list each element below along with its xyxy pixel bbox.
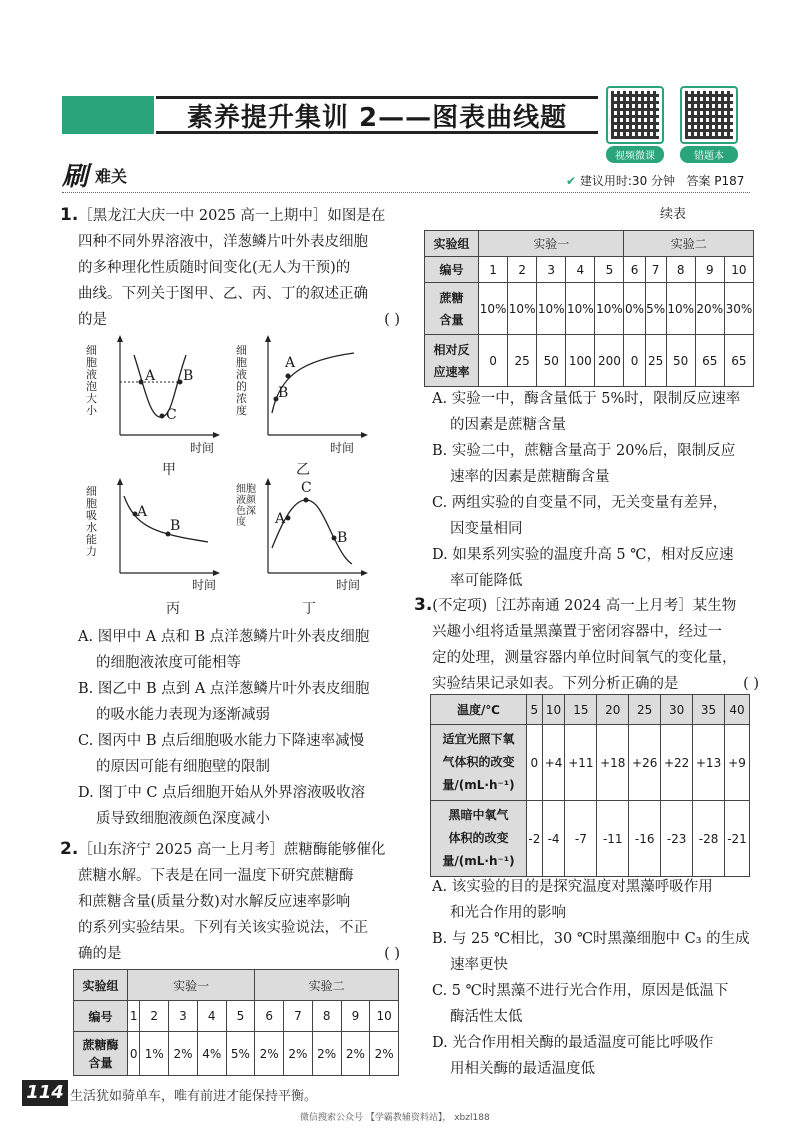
- cell: 25: [645, 335, 666, 387]
- row-label-line: 相对反: [433, 342, 470, 357]
- cell: +9: [725, 725, 750, 801]
- answer-page: 答案 P187: [686, 174, 745, 188]
- option-line: 率可能降低: [450, 573, 523, 589]
- cell: 10%: [666, 283, 695, 335]
- cell: 25: [508, 335, 537, 387]
- graph-caption: 乙: [296, 462, 310, 478]
- cell: 50: [537, 335, 566, 387]
- option-line: A. 图甲中 A 点和 B 点洋葱鳞片叶外表皮细胞: [78, 629, 370, 645]
- x-axis-label: 时间: [192, 578, 217, 592]
- point-a-label: A: [275, 511, 286, 527]
- section-level: 难关: [95, 167, 128, 186]
- header-cell: 实验组: [74, 970, 128, 1001]
- question-number: 1.: [60, 205, 79, 225]
- row-label: [431, 801, 527, 877]
- cell: 10%: [537, 283, 566, 335]
- q1-line-5: 的是: [78, 312, 107, 328]
- header-cell: 35: [693, 695, 725, 725]
- q3-table: [430, 694, 750, 877]
- row-label: 编号: [74, 1001, 128, 1032]
- q3-line-2: 兴趣小组将适量黑藻置于密闭容器中，经过一: [432, 624, 722, 640]
- qr-video-label: 视频微课: [606, 146, 664, 163]
- header-cell: 实验组: [425, 231, 479, 257]
- cell: 2%: [370, 1032, 399, 1076]
- cell: 30%: [724, 283, 753, 335]
- header-cell: 实验一: [128, 970, 255, 1001]
- q2-options: [432, 386, 762, 594]
- q1-line-4: 曲线。下列关于图甲、乙、丙、丁的叙述正确: [78, 286, 368, 302]
- question-1: [60, 202, 400, 333]
- cell: 6: [255, 1001, 284, 1032]
- graph-jia: [86, 335, 220, 478]
- cell: 2: [140, 1001, 169, 1032]
- cell: 3: [537, 257, 566, 283]
- header-cell: 15: [565, 695, 597, 725]
- q1-options: [78, 624, 408, 832]
- y-axis-label: 细胞液泡大小: [86, 344, 97, 417]
- q3-line-1: (不定项)［江苏南通 2024 高一上月考］某生物: [432, 598, 737, 614]
- footer-watermark: 微信搜索公众号 【学霸教辅资料站】， xbzl188: [300, 1113, 490, 1123]
- answer-blank: ( ): [384, 946, 400, 962]
- cell: 2%: [169, 1032, 198, 1076]
- table-row: [431, 801, 750, 877]
- graph-yi: [236, 335, 368, 478]
- qr-wrongbook[interactable]: [680, 86, 738, 163]
- option-c[interactable]: [432, 978, 762, 1030]
- graph-caption: 甲: [162, 462, 176, 478]
- table-continued-title: 续表: [660, 207, 687, 222]
- option-line: 质导致细胞液颜色深度减小: [96, 811, 270, 827]
- point-b-label: B: [337, 530, 348, 546]
- row-label-line: 气体积的改变: [442, 755, 515, 769]
- option-line: B. 实验二中，蔗糖含量高于 20%后，限制反应: [432, 443, 736, 459]
- table-row: [425, 231, 754, 257]
- q3-line-4: 实验结果记录如表。下列分析正确的是: [432, 676, 679, 692]
- option-line: 速率更快: [450, 957, 508, 973]
- cell: 50: [666, 335, 695, 387]
- cell: -7: [565, 801, 597, 877]
- cell: 10%: [595, 283, 624, 335]
- cell: +13: [693, 725, 725, 801]
- cell: 7: [284, 1001, 313, 1032]
- q1-line-1: ［黑龙江大庆一中 2025 高一上期中］如图是在: [78, 208, 386, 224]
- option-c[interactable]: [78, 728, 408, 780]
- title-accent-band: [62, 96, 154, 134]
- row-label-line: 含量: [88, 1055, 113, 1070]
- option-line: 的细胞液浓度可能相等: [96, 655, 241, 671]
- cell: 7: [645, 257, 666, 283]
- cell: 10: [370, 1001, 399, 1032]
- graph-caption: 丁: [302, 601, 316, 617]
- row-label: [425, 335, 479, 387]
- option-line: A. 实验一中，酶含量低于 5%时，限制反应速率: [432, 391, 741, 407]
- point-c-label: C: [301, 480, 312, 496]
- cell: -23: [661, 801, 693, 877]
- header-cell: 20: [597, 695, 629, 725]
- point-a-label: A: [137, 504, 148, 520]
- option-a[interactable]: [432, 874, 762, 926]
- page-title: 素养提升集训 2——图表曲线题: [156, 96, 598, 134]
- option-line: 酶活性太低: [450, 1009, 523, 1025]
- graph-bing: [86, 478, 220, 617]
- table-row: [74, 970, 399, 1001]
- q2-table: [73, 969, 399, 1076]
- cell: 0: [128, 1032, 140, 1076]
- row-label-line: 体积的改变: [448, 831, 509, 845]
- cell: 2%: [312, 1032, 341, 1076]
- cell: -11: [597, 801, 629, 877]
- qr-code-icon: [606, 86, 664, 144]
- question-number: 2.: [60, 839, 79, 859]
- cell: 5%: [226, 1032, 255, 1076]
- header-cell: 10: [542, 695, 565, 725]
- header-cell: 实验一: [479, 231, 624, 257]
- cell: +26: [629, 725, 661, 801]
- option-line: D. 光合作用相关酶的最适温度可能比呼吸作: [432, 1035, 714, 1051]
- x-axis-label: 时间: [190, 441, 215, 455]
- option-line: 的因素是蔗糖含量: [450, 417, 566, 433]
- question-2: [60, 836, 400, 967]
- table-row: [74, 1032, 399, 1076]
- option-line: 用相关酶的最适温度低: [450, 1061, 595, 1077]
- header-cell: 实验二: [624, 231, 754, 257]
- cell: 5%: [645, 283, 666, 335]
- cell: +22: [661, 725, 693, 801]
- q1-line-2: 四种不同外界溶液中，洋葱鳞片叶外表皮细胞: [78, 234, 368, 250]
- cell: 20%: [695, 283, 724, 335]
- option-line: 速率的因素是蔗糖酶含量: [450, 469, 610, 485]
- cell: 100: [566, 335, 595, 387]
- option-d[interactable]: [432, 1030, 762, 1082]
- option-line: C. 两组实验的自变量不同，无关变量有差异，: [432, 495, 728, 511]
- q2-line-5: 确的是: [78, 946, 122, 962]
- option-a[interactable]: [78, 624, 408, 676]
- option-line: 的吸水能力表现为逐渐减弱: [96, 707, 270, 723]
- cell: 2%: [284, 1032, 313, 1076]
- cell: 65: [724, 335, 753, 387]
- row-label-line: 量/(mL·h⁻¹): [442, 778, 515, 792]
- cell: 1%: [140, 1032, 169, 1076]
- graph-ding: [236, 478, 368, 617]
- cell: 200: [595, 335, 624, 387]
- y-axis-label: 细胞液的浓度: [236, 344, 247, 417]
- row-label-line: 应速率: [433, 364, 470, 379]
- qr-video[interactable]: [606, 86, 664, 163]
- cell: 6: [624, 257, 645, 283]
- option-line: C. 图丙中 B 点后细胞吸水能力下降速率减慢: [78, 733, 365, 749]
- cell: 5: [226, 1001, 255, 1032]
- cell: +11: [565, 725, 597, 801]
- option-line: D. 如果系列实验的温度升高 5 ℃，相对反应速: [432, 547, 734, 563]
- table-row: [74, 1001, 399, 1032]
- cell: 10%: [508, 283, 537, 335]
- cell: 3: [169, 1001, 198, 1032]
- qr-wrongbook-label: 错题本: [680, 146, 738, 163]
- q2-table-continued: [424, 230, 754, 387]
- row-label-line: 黑暗中氧气: [448, 808, 509, 822]
- cell: 65: [695, 335, 724, 387]
- answer-blank: ( ): [384, 312, 400, 328]
- q2-line-2: 蔗糖水解。下表是在同一温度下研究蔗糖酶: [78, 868, 354, 884]
- option-line: 和光合作用的影响: [450, 905, 566, 921]
- cell: 5: [595, 257, 624, 283]
- cell: -16: [629, 801, 661, 877]
- option-c[interactable]: [432, 490, 762, 542]
- q3-line-3: 定的处理，测量容器内单位时间氧气的变化量，: [432, 650, 737, 666]
- question-number: 3.: [414, 595, 433, 615]
- cell: -28: [693, 801, 725, 877]
- row-label-line: 蔗糖酶: [82, 1037, 119, 1052]
- point-b-label: B: [183, 368, 194, 384]
- row-label: [74, 1032, 128, 1076]
- cell: 9: [341, 1001, 370, 1032]
- option-d[interactable]: [78, 780, 408, 832]
- option-line: B. 与 25 ℃相比，30 ℃时黑藻细胞中 C₃ 的生成: [432, 931, 750, 947]
- cell: +4: [542, 725, 565, 801]
- cell: 4%: [197, 1032, 226, 1076]
- point-b-label: B: [170, 518, 181, 534]
- cell: 1: [479, 257, 508, 283]
- row-label: 编号: [425, 257, 479, 283]
- option-line: D. 图丁中 C 点后细胞开始从外界溶液吸收溶: [78, 785, 366, 801]
- q1-line-3: 的多种理化性质随时间变化(无人为干预)的: [78, 260, 351, 276]
- cell: 0: [624, 335, 645, 387]
- table-row: [425, 335, 754, 387]
- page-number: 114: [22, 1080, 68, 1106]
- row-label: [425, 283, 479, 335]
- cell: -2: [527, 801, 543, 877]
- q2-line-4: 的系列实验结果。下列有关该实验说法，不正: [78, 920, 368, 936]
- cell: 10%: [479, 283, 508, 335]
- option-d[interactable]: [432, 542, 762, 594]
- cell: 9: [695, 257, 724, 283]
- check-icon: ✔: [566, 174, 577, 188]
- option-line: B. 图乙中 B 点到 A 点洋葱鳞片叶外表皮细胞: [78, 681, 370, 697]
- row-label-line: 量/(mL·h⁻¹): [442, 854, 515, 868]
- header-cell: 实验二: [255, 970, 399, 1001]
- cell: -4: [542, 801, 565, 877]
- q2-line-1: ［山东济宁 2025 高一上月考］蔗糖酶能够催化: [78, 842, 386, 858]
- option-b[interactable]: [78, 676, 408, 728]
- header-cell: 温度/℃: [431, 695, 527, 725]
- cell: +18: [597, 725, 629, 801]
- option-a[interactable]: [432, 386, 762, 438]
- divider: [62, 192, 750, 193]
- cell: 4: [197, 1001, 226, 1032]
- point-c-label: C: [166, 407, 177, 423]
- row-label: [431, 725, 527, 801]
- cell: 0%: [624, 283, 645, 335]
- table-row: [425, 283, 754, 335]
- cell: 8: [312, 1001, 341, 1032]
- header-cell: 30: [661, 695, 693, 725]
- footer-motto: 生活犹如骑单车，唯有前进才能保持平衡。: [70, 1089, 318, 1104]
- question-3: [414, 592, 759, 697]
- cell: 2: [508, 257, 537, 283]
- x-axis-label: 时间: [330, 441, 355, 455]
- option-line: 因变量相同: [450, 521, 523, 537]
- qr-code-icon: [680, 86, 738, 144]
- header-cell: 25: [629, 695, 661, 725]
- cell: 2%: [341, 1032, 370, 1076]
- cell: 10: [724, 257, 753, 283]
- cell: -21: [725, 801, 750, 877]
- table-row: [431, 725, 750, 801]
- option-b[interactable]: [432, 438, 762, 490]
- point-a-label: A: [145, 368, 156, 384]
- time-info: [566, 172, 744, 189]
- y-axis-label: 细胞吸水能力: [86, 485, 97, 558]
- option-line: 的原因可能有细胞壁的限制: [96, 759, 270, 775]
- suggested-time: 建议用时:30 分钟: [579, 174, 676, 188]
- row-label-line: 含量: [439, 312, 464, 327]
- cell: 0: [527, 725, 543, 801]
- q2-line-3: 和蔗糖含量(质量分数)对水解反应速率影响: [78, 894, 351, 910]
- cell: 2%: [255, 1032, 284, 1076]
- cell: 4: [566, 257, 595, 283]
- answer-blank: ( ): [743, 676, 759, 692]
- cell: 1: [128, 1001, 140, 1032]
- cell: 0: [479, 335, 508, 387]
- q3-options: [432, 874, 762, 1082]
- graph-caption: 丙: [166, 601, 180, 617]
- option-line: A. 该实验的目的是探究温度对黑藻呼吸作用: [432, 879, 713, 895]
- table-row: [431, 695, 750, 725]
- point-b-label: B: [278, 385, 289, 401]
- y-axis-label: 细胞液颜色深度: [236, 484, 256, 528]
- table-row: [425, 257, 754, 283]
- section-logo: 刷: [62, 162, 89, 192]
- header-cell: 5: [527, 695, 543, 725]
- cell: 8: [666, 257, 695, 283]
- option-b[interactable]: [432, 926, 762, 978]
- header-cell: 40: [725, 695, 750, 725]
- point-a-label: A: [285, 355, 296, 371]
- x-axis-label: 时间: [336, 578, 361, 592]
- row-label-line: 蔗糖: [439, 290, 464, 305]
- row-label-line: 适宜光照下氧: [442, 732, 515, 746]
- option-line: C. 5 ℃时黑藻不进行光合作用，原因是低温下: [432, 983, 729, 999]
- cell: 10%: [566, 283, 595, 335]
